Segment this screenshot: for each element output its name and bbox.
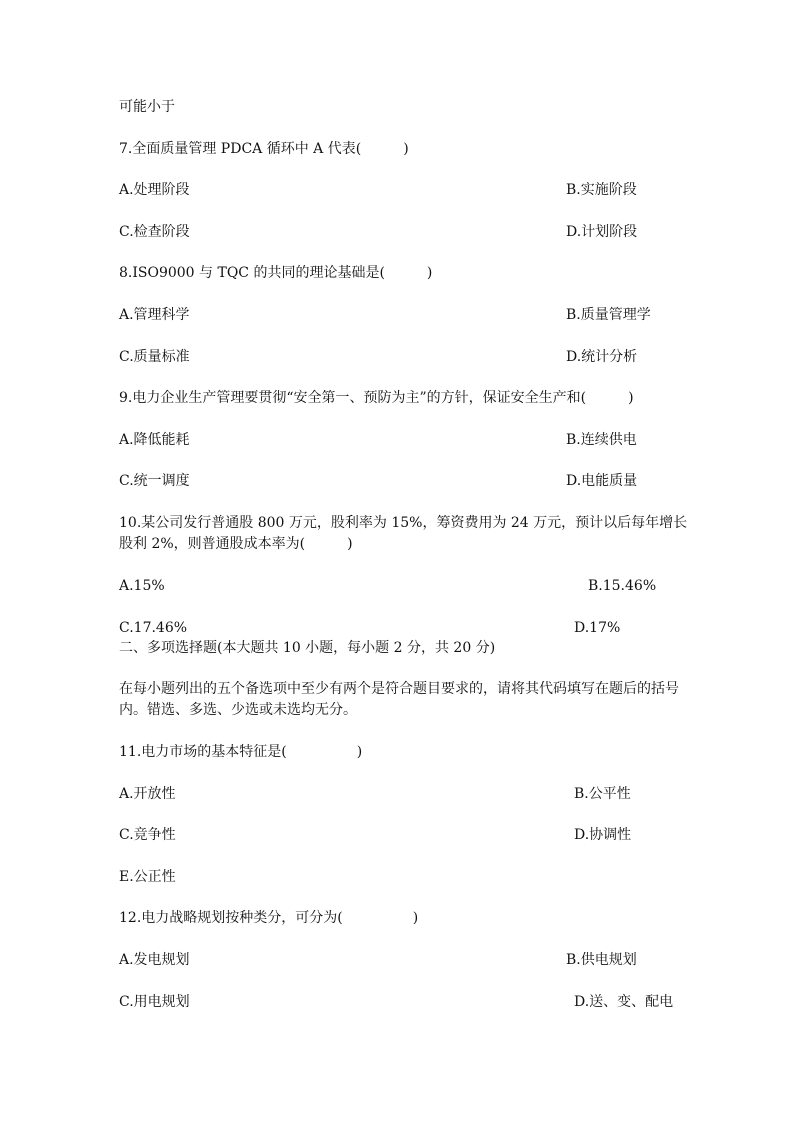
question-12-option-d: D.送、变、配电: [574, 994, 674, 1010]
question-9-option-b: B.连续供电: [566, 432, 637, 448]
question-9-option-a: A.降低能耗: [119, 432, 190, 448]
question-10-option-b: B.15.46%: [588, 578, 657, 594]
question-11-option-d: D.协调性: [574, 827, 632, 843]
question-11-option-b: B.公平性: [574, 786, 631, 802]
question-9-option-c: C.统一调度: [119, 473, 190, 489]
question-7-option-c: C.检查阶段: [119, 224, 190, 240]
question-10-option-a: A.15%: [119, 578, 165, 594]
question-10-stem-line-2: 股利 2%，则普通股成本率为( ): [119, 536, 353, 552]
question-7-option-d: D.计划阶段: [566, 224, 638, 240]
question-8-option-b: B.质量管理学: [566, 307, 651, 323]
question-10-stem-line-1: 10.某公司发行普通股 800 万元，股利率为 15%，筹资费用为 24 万元，预计以后每年增长: [119, 515, 688, 531]
question-11-option-a: A.开放性: [119, 786, 176, 802]
question-11-option-c: C.竞争性: [119, 827, 176, 843]
question-10-option-d: D.17%: [574, 620, 621, 636]
question-12-stem: 12.电力战略规划按种类分，可分为( ): [119, 910, 419, 926]
question-7-option-b: B.实施阶段: [566, 182, 637, 198]
section-2-instruction: 在每小题列出的五个备选项中至少有两个是符合题目要求的，请将其代码填写在题后的括号内。错选、多选、少选或未选均无分。: [119, 681, 679, 718]
question-9-option-d: D.电能质量: [566, 473, 638, 489]
question-8-option-a: A.管理科学: [119, 307, 190, 323]
question-11-stem: 11.电力市场的基本特征是( ): [119, 744, 363, 760]
question-7-stem: 7.全面质量管理 PDCA 循环中 A 代表( ): [119, 141, 409, 157]
question-12-option-b: B.供电规划: [566, 952, 637, 968]
question-8-option-c: C.质量标准: [119, 349, 190, 365]
question-12-option-c: C.用电规划: [119, 994, 190, 1010]
question-11-option-e: E.公正性: [119, 869, 176, 885]
intro-tail-text: 可能小于: [119, 99, 175, 115]
question-9-stem: 9.电力企业生产管理要贯彻“安全第一、预防为主”的方针，保证安全生产和( ): [119, 390, 634, 406]
question-7-option-a: A.处理阶段: [119, 182, 190, 198]
question-8-stem: 8.ISO9000 与 TQC 的共同的理论基础是( ): [119, 265, 433, 281]
section-2-heading: 二、多项选择题(本大题共 10 小题，每小题 2 分，共 20 分): [119, 640, 496, 656]
question-10-option-c: C.17.46%: [119, 620, 188, 636]
question-8-option-d: D.统计分析: [566, 349, 638, 365]
question-12-option-a: A.发电规划: [119, 952, 190, 968]
